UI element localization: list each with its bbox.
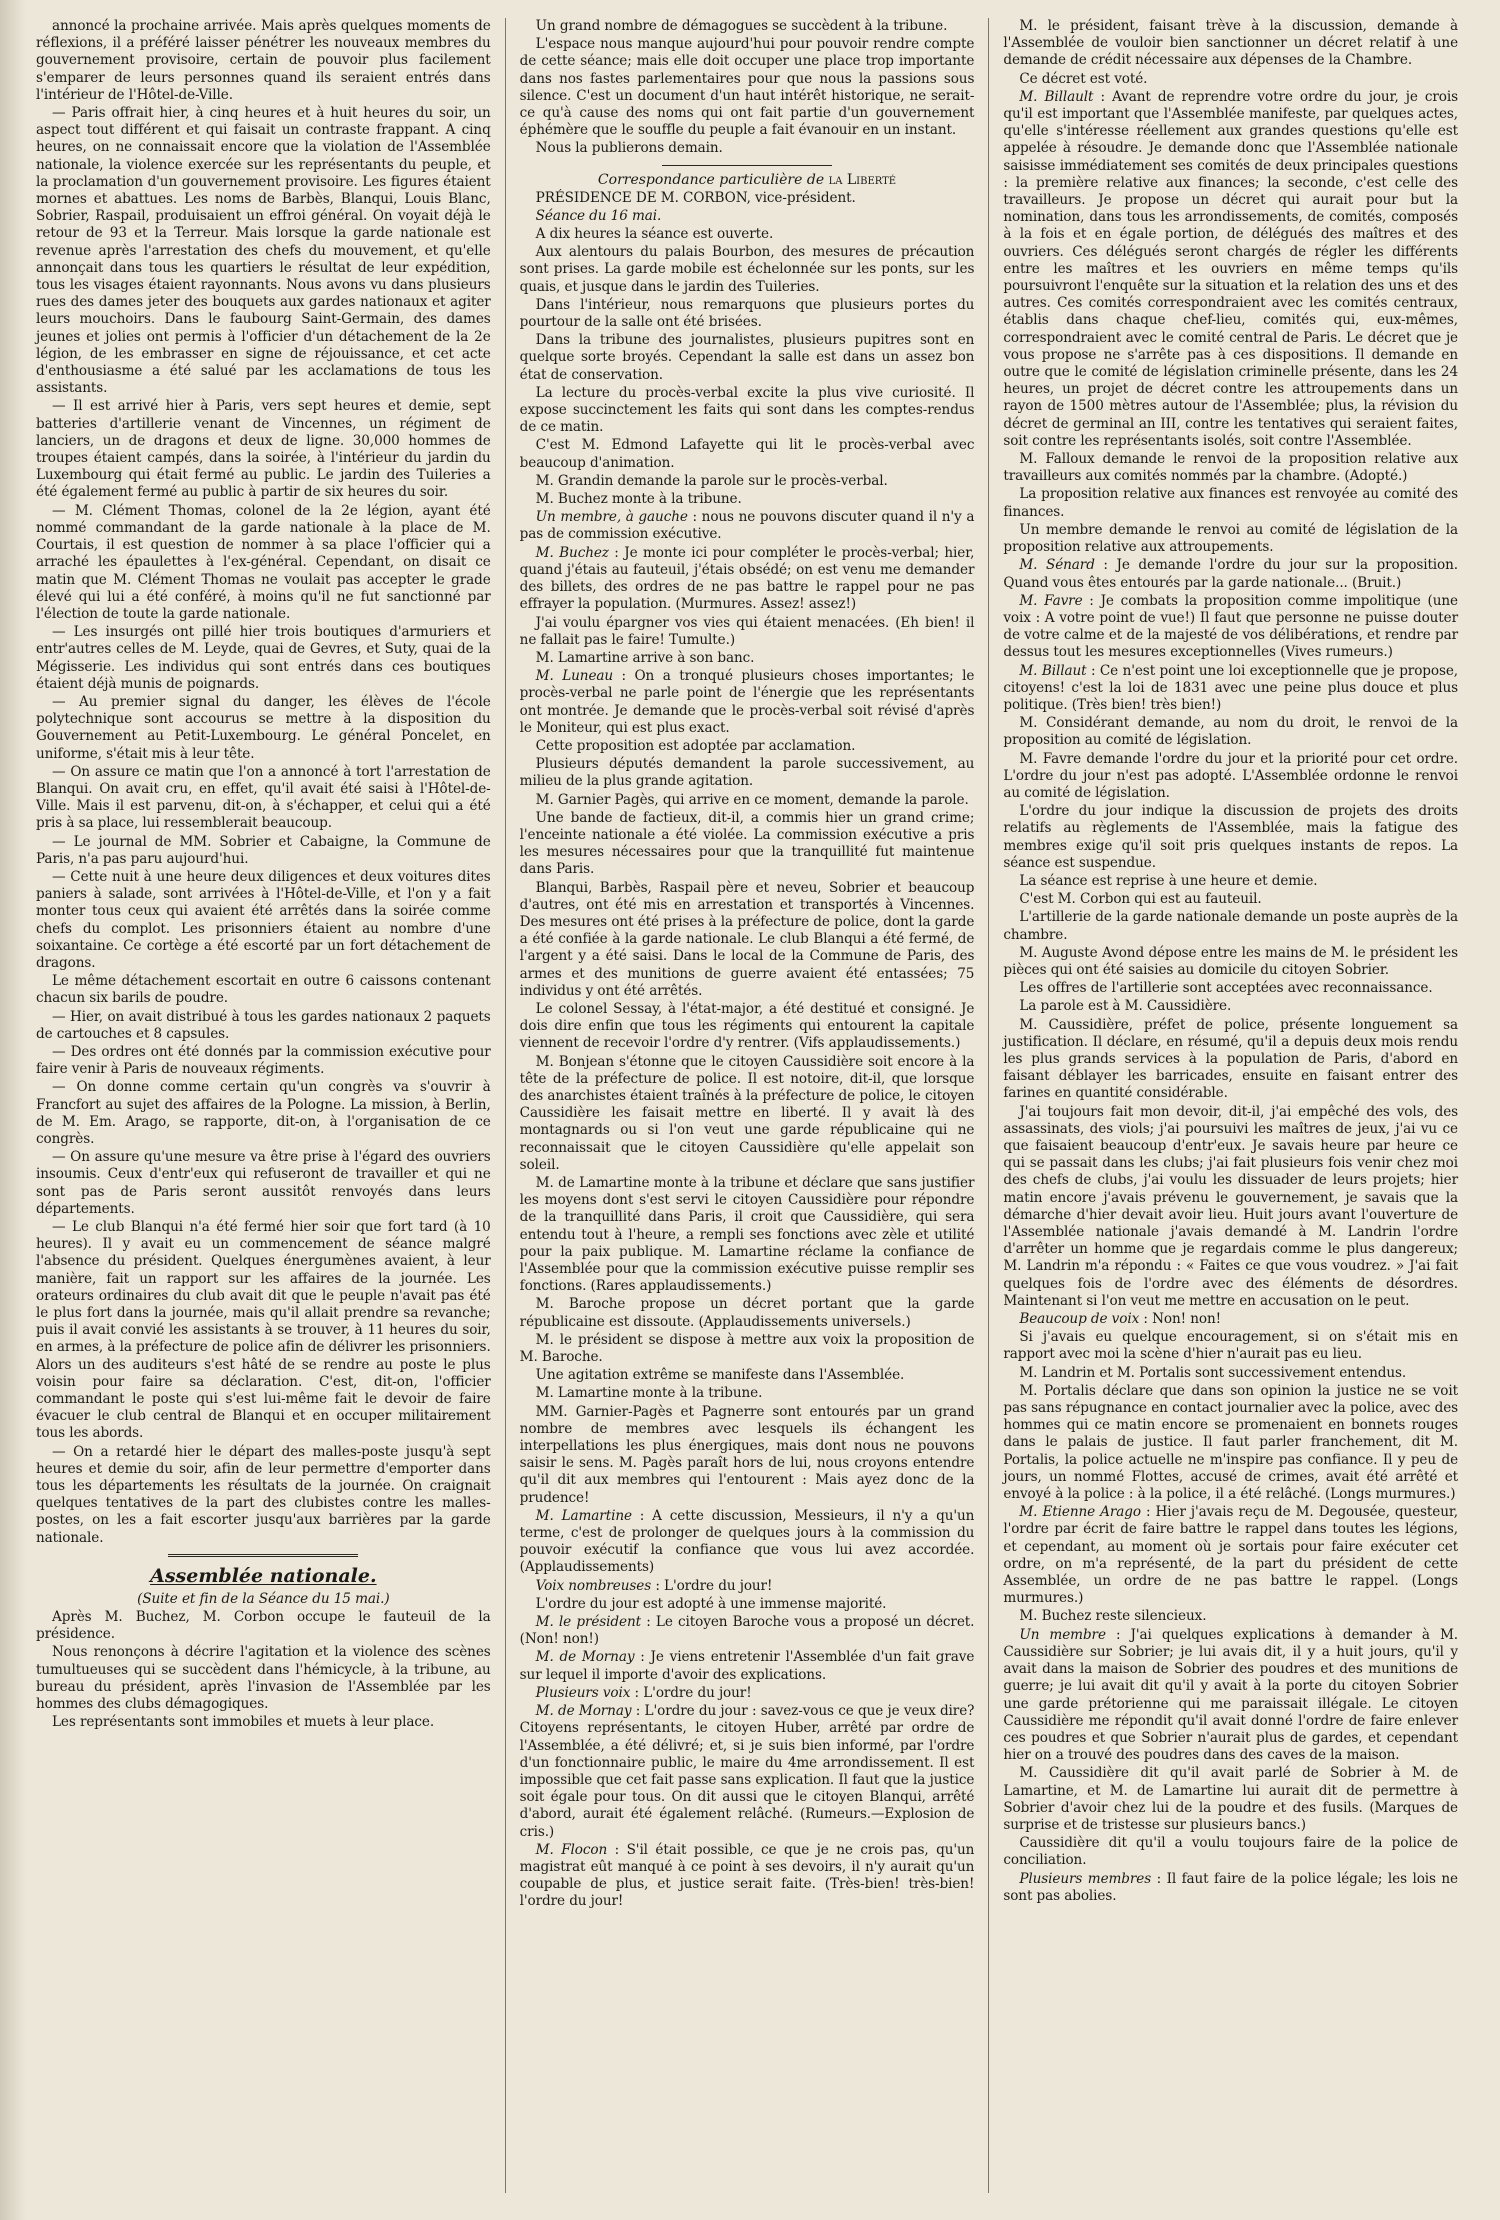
news-item: Le même détachement escortait en outre 6 caissons contenant chacun six barils de poudre.: [36, 973, 491, 1007]
debate-paragraph: M. Auguste Avond dépose entre les mains de M. le président les pièces qui ont été saisies au domicile du citoyen Sobrier.: [1003, 944, 1459, 978]
news-item: — Le club Blanqui n'a été fermé hier soir que fort tard (à 10 heures). Il y avait eu un commencement de séance malgré l'absence du président. Quelques énergumènes avaient, à leur manière, fait un rapport sur les affaires de la journée. Les orateurs ordinaires du club avait dit que le peuple n'avait pas été le plus fort dans la journée, mais qu'il allait prendre sa revanche; puis il avait convié les assistants à se trouver, à 11 heures du soir, en armes, à la préfecture de police afin de délivrer les prisonniers. Alors un des auditeurs s'est hâté de se rendre au poste le plus voisin pour faire sa déclaration. C'est, dit-on, l'officier commandant le poste qui s'est lui-même fait le devoir de faire évacuer le club central de Blanqui et en occuper militairement tous les abords.: [36, 1219, 491, 1442]
debate-paragraph: La séance est reprise à une heure et demie.: [1019, 872, 1318, 889]
correspondance-heading: [520, 172, 975, 188]
debate-paragraph: M. Falloux demande le renvoi de la proposition relative aux travailleurs aux comités nommés par la chambre. (Adopté.): [1003, 451, 1459, 485]
debate-paragraph: M. Landrin et M. Portalis sont successivement entendus.: [1019, 1364, 1407, 1381]
debate-paragraph: M. Lamartine arrive à son banc.: [535, 649, 755, 666]
column-2-intro: [520, 18, 975, 158]
correspondance-title: Correspondance particulière de: [597, 171, 825, 188]
debate-paragraph: M. de Mornay : L'ordre du jour : savez-vous ce que je veux dire? Citoyens représentants, le citoyen Huber, arrêté par ordre de l'Assemblée, a été délivré; et, si je suis bien informé, par l'ordre d'un fonctionnaire public, le maire du 4me arrondissement. Il est impossible que cet fait passe sans explication. Il faut que la justice soit égale pour tous. On dit aussi que le citoyen Blanqui, arrêté d'abord, aurait été également relâché. (Rumeurs.—Explosion de cris.): [519, 1703, 975, 1840]
debate-paragraph: Blanqui, Barbès, Raspail père et neveu, Sobrier et beaucoup d'autres, ont été mis en arrestation et transportés à Vincennes. Des mesures ont été prises à la préfecture de police, dont la garde a été confiée à la garde nationale. Le club Blanqui a été fermé, de l'argent y a été saisi. Dans le local de la Commune de Paris, des armes et des munitions de guerre avaient été entassées; 75 individus y ont été arrêtés.: [519, 879, 975, 999]
news-item: — Des ordres ont été donnés par la commission exécutive pour faire venir à Paris de nouveaux régiments.: [36, 1043, 491, 1078]
debate-paragraph: M. de Mornay : Je viens entretenir l'Assemblée d'un fait grave sur lequel il importe d'avoir des explications.: [519, 1649, 975, 1683]
debate-paragraph: M. Buchez monte à la tribune.: [535, 491, 742, 508]
speaker-name: M. Favre: [1019, 592, 1083, 609]
debate-paragraph: M. Buchez : Je monte ici pour compléter le procès-verbal; hier, quand j'étais au fauteuil, j'étais obsédé; on est venu me demander des billets, des ordres de ne pas battre le rappel pour ne pas effrayer la population. (Murmures. Assez! assez!): [519, 544, 975, 613]
debate-paragraph: M. Sénard : Je demande l'ordre du jour sur la proposition. Quand vous êtes entourés par la garde nationale... (Bruit.): [1003, 557, 1459, 591]
debate-paragraph: Plusieurs voix : L'ordre du jour!: [535, 1684, 752, 1701]
debate-paragraph: M. Luneau : On a tronqué plusieurs choses importantes; le procès-verbal ne parle point de l'énergie que les représentants ont montrée. Je demande que le procès-verbal soit révisé d'après le Moniteur, qui est plus exact.: [519, 668, 975, 736]
debate-paragraph: Une bande de factieux, dit-il, a commis hier un grand crime; l'enceinte nationale a été violée. La commission exécutive a pris les mesures nécessaires pour que la tranquillité fut maintenue dans Paris.: [519, 809, 975, 878]
news-item: — Au premier signal du danger, les élèves de l'école polytechnique sont accourus se mettre à la disposition du Gouvernement au Petit-Luxembourg. Le général Poncelet, en uniforme, s'était mis à leur tête.: [36, 693, 491, 762]
news-item: — M. Clément Thomas, colonel de la 2e légion, ayant été nommé commandant de la garde nationale à la place de M. Courtais, il est question de nommer à sa place l'officier qui a arraché les épaulettes à l'ex-général. Cependant, on disait ce matin que M. Clément Thomas ne voulait pas accepter le grade élevé qui lui a été conféré, à moins qu'il ne fut sanctionné par l'élection de toute la garde nationale.: [36, 502, 491, 622]
section-rule: [168, 1554, 358, 1557]
debate-paragraph: Un membre, à gauche : nous ne pouvons discuter quand il n'y a pas de commission exécutive.: [519, 509, 975, 543]
debate-paragraph: Dans l'intérieur, nous remarquons que plusieurs portes du pourtour de la salle ont été brisées.: [519, 296, 975, 331]
debate-paragraph: M. Lamartine : A cette discussion, Messieurs, il n'y a qu'un terme, c'est de prolonger de quelques jours à la commission du pouvoir exécutif la confiance que vous lui avez accordée. (Applaudissements): [519, 1507, 975, 1576]
news-item: — Cette nuit à une heure deux diligences et deux voitures dites paniers à salade, sont arrivées à l'Hôtel-de-Ville, et l'on y a fait monter tous ceux qui avaient été arrêtés dans la soirée comme chefs du complot. Les prisonniers étaient au nombre d'une soixantaine. Ce cortège a été escorté par un fort détachement de dragons.: [36, 868, 491, 971]
debate-paragraph: M. le président, faisant trève à la discussion, demande à l'Assemblée de vouloir bien sanctionner un décret relatif à une demande de crédit nécessaire aux dépenses de la Chambre.: [1003, 18, 1459, 69]
columns: [22, 18, 1472, 2193]
debate-paragraph: M. Caussidière dit qu'il avait parlé de Sobrier à M. de Lamartine, et M. de Lamartine lui aurait dit de permettre à Sobrier d'avoir chez lui de la poudre et des fusils. (Marques de surprise et de tristesse sur plusieurs bancs.): [1003, 1765, 1459, 1833]
separator-rule: [662, 165, 832, 166]
news-item: — On assure ce matin que l'on a annoncé à tort l'arrestation de Blanqui. On avait cru, en effet, qu'il avait été saisi à l'Hôtel-de-Ville. Mais il est parvenu, dit-on, à s'échapper, et celui qui a été pris à sa place, lui ressemblerait beaucoup.: [36, 763, 491, 832]
assemblee-paragraph: Nous renonçons à décrire l'agitation et la violence des scènes tumultueuses qui se succèdent dans l'hémicycle, à la tribune, au bureau du président, après l'invasion de l'Assemblée par les hommes des clubs démagogiques.: [36, 1644, 491, 1713]
news-item: — Le journal de MM. Sobrier et Cabaigne, la Commune de Paris, n'a pas paru aujourd'hui.: [36, 833, 491, 867]
debate-paragraph: C'est M. Edmond Lafayette qui lit le procès-verbal avec beaucoup d'animation.: [519, 437, 975, 471]
speaker-name: Beaucoup de voix: [1019, 1311, 1140, 1328]
speaker-name: M. Luneau: [535, 668, 614, 685]
news-item: — On a retardé hier le départ des malles-poste jusqu'à sept heures et demie du soir, afin de leur permettre d'emporter dans tous les départements les résultats de la journée. On craignait quelques tentatives de la part des clubistes contre les malles-postes, on les a fait escorter jusqu'aux barrières par la garde nationale.: [36, 1443, 491, 1546]
assemblee-subtitle: (Suite et fin de la Séance du 15 mai.): [137, 1590, 390, 1607]
debate-paragraph: Dans la tribune des journalistes, plusieurs pupitres sont en quelque sorte broyés. Cependant la salle est dans un assez bon état de conservation.: [519, 332, 975, 383]
speaker-name: Plusieurs voix: [535, 1684, 631, 1701]
debate-paragraph: J'ai toujours fait mon devoir, dit-il, j'ai empêché des vols, des assassinats, des viols; j'ai poursuivi les maîtres de jeux, j'ai vu ce que faisaient beaucoup d'entr'eux. Je savais heure par heure ce qui se passait dans les clubs; j'ai fait plusieurs fois venir chez moi des chefs de clubs, j'ai voulu les dissuader de leurs projets; hier matin encore j'avais prévenu le gouvernement, je savais que la démarche d'hier devait avoir lieu. Huit jours avant l'ouverture de l'Assemblée nationale j'avais demandé à M. Landrin l'ordre d'arrêter un homme que je regardais comme le plus dangereux; M. Landrin m'a répondu : « Faites ce que vous voudrez. » J'ai fait quelques fois de l'ordre avec des éléments de désordres. Maintenant si l'on veut me mettre en accusation on le peut.: [1003, 1103, 1459, 1309]
debate-paragraph: Beaucoup de voix : Non! non!: [1019, 1311, 1221, 1328]
debate-paragraph: Cette proposition est adoptée par acclamation.: [535, 737, 856, 754]
debate-paragraph: Plusieurs membres : Il faut faire de la police légale; les lois ne sont pas abolies.: [1003, 1870, 1459, 1904]
debate-paragraph: J'ai voulu épargner vos vies qui étaient menacées. (Eh bien! il ne fallait pas le faire! Tumulte.): [519, 614, 975, 648]
debate-paragraph: La lecture du procès-verbal excite la plus vive curiosité. Il expose succinctement les faits qui sont dans les comptes-rendus de ce matin.: [519, 384, 975, 436]
assemblee-paragraph: Après M. Buchez, M. Corbon occupe le fauteuil de la présidence.: [36, 1609, 491, 1643]
debate-paragraph: M. Buchez reste silencieux.: [1019, 1608, 1207, 1625]
assemblee-paragraph: Les représentants sont immobiles et muets à leur place.: [52, 1714, 435, 1731]
debate-paragraph: Caussidière dit qu'il a voulu toujours faire de la police de conciliation.: [1003, 1835, 1459, 1869]
debate-paragraph: L'ordre du jour indique la discussion de projets des droits relatifs au règlements de l'Assemblée, mais la fatigue des membres exige qu'il soit pris quelques instants de repos. La séance est suspendue.: [1003, 803, 1459, 871]
intro-paragraph: Nous la publierons demain.: [535, 140, 723, 157]
debate-paragraph: Ce décret est voté.: [1019, 70, 1148, 87]
speaker-name: M. Billault: [1019, 88, 1094, 105]
debate-paragraph: M. Bonjean s'étonne que le citoyen Caussidière soit encore à la tête de la préfecture de police. Il est notoire, dit-il, que lorsque des anarchistes étaient traînés à la préfecture de police, le citoyen Caussidière les faisait mettre en liberté. Il y avait là des montagnards ou si l'on veut une garde républicaine qui ne reconnaissait que le citoyen Caussidière qu'elle appelait son soleil.: [519, 1053, 975, 1173]
presidence-line: PRÉSIDENCE DE M. CORBON, vice-président.: [535, 189, 856, 206]
intro-paragraph: L'espace nous manque aujourd'hui pour pouvoir rendre compte de cette séance; mais elle doit occuper une place trop importante dans nos fastes parlementaires pour que nous la passions sous silence. C'est un document d'un haut intérêt historique, ne serait-ce qu'à cause des noms qui ont fait partie d'un gouvernement éphémère que le souffle du peuple a fait évanouir en un instant.: [519, 36, 975, 139]
debate-paragraph: M. Portalis déclare que dans son opinion la justice ne se voit pas sans répugnance en contact journalier avec la police, avec des hommes qui ce matin encore se promenaient en bonnets rouges dans le palais de justice. Il faut parler franchement, dit M. Portalis, la police actuelle ne m'inspire pas confiance. Il y peu de jours, un nommé Flottes, accusé de crimes, avait été arrêté et envoyé à la police : à la police, il a été relâché. (Longs murmures.): [1003, 1382, 1459, 1503]
debate-paragraph: M. Favre demande l'ordre du jour et la priorité pour cet ordre. L'ordre du jour n'est pas adopté. L'Assemblée ordonne le renvoi au comité de législation.: [1003, 750, 1459, 801]
column-2: [505, 18, 989, 2193]
news-item: — On assure qu'une mesure va être prise à l'égard des ouvriers insoumis. Ceux d'entr'eux qui refuseront de travailler et qui ne sont pas de Paris seront aussitôt renvoyés dans leurs départements.: [36, 1149, 491, 1217]
news-item: — Paris offrait hier, à cinq heures et à huit heures du soir, un aspect tout différent et qui faisait un contraste frappant. A cinq heures, on ne connaissait encore que la violation de l'Assemblée nationale, la violence exercée sur les représentants du peuple, et la proclamation d'un gouvernement provisoire. Les figures étaient mornes et abattues. Les noms de Barbès, Blanqui, Louis Blanc, Sobrier, Raspail, produisaient un effroi général. On voyait déjà le retour de 93 et la Terreur. Mais lorsque la garde nationale est revenue après l'arrestation des chefs du mouvement, et qu'elle annonçait dans tous les quartiers le résultat de leur expédition, tous les visages étaient rayonnants. Nous avons vu dans plusieurs rues des dames jeter des bouquets aux gardes nationaux et agiter leurs mouchoirs. Dans le faubourg Saint-Germain, des dames jeunes et jolies ont permis à l'officier d'un détachement de la 2e légion, de les embrasser en signe de réjouissance, et cet acte d'enthousiasme a été salué par les acclamations de tous les assistants.: [36, 105, 491, 397]
debate-paragraph: Plusieurs députés demandent la parole successivement, au milieu de la plus grande agitation.: [519, 756, 975, 790]
speaker-name: M. Flocon: [535, 1841, 608, 1858]
paper-name: la Liberté: [828, 171, 897, 188]
debate-paragraph: L'ordre du jour est adopté à une immense majorité.: [535, 1595, 887, 1612]
assemblee-heading: Assemblée nationale.: [150, 1564, 377, 1587]
debate-paragraph: M. Grandin demande la parole sur le procès-verbal.: [535, 472, 888, 489]
debate-paragraph: MM. Garnier-Pagès et Pagnerre sont entourés par un grand nombre de membres avec lesquels ils échangent les interpellations les plus énergiques, mais dont nous ne pouvons saisir le sens. M. Pagès paraît hors de lui, nous croyons entendre qu'il dit aux membres qui l'entourent : Mais ayez donc de la prudence!: [519, 1403, 975, 1506]
column-3: [988, 18, 1472, 2193]
debate-paragraph: M. Considérant demande, au nom du droit, le renvoi de la proposition au comité de législation.: [1003, 715, 1459, 749]
debate-paragraph: M. Baroche propose un décret portant que la garde républicaine est dissoute. (Applaudissements universels.): [519, 1296, 975, 1330]
speaker-name: M. Billaut: [1019, 662, 1087, 679]
debate-paragraph: M. Billaut : Ce n'est point une loi exceptionnelle que je propose, citoyens! c'est la loi de 1831 avec une peine plus douce et plus politique. (Très bien! très bien!): [1003, 662, 1459, 713]
debate-paragraph: M. Garnier Pagès, qui arrive en ce moment, demande la parole.: [535, 791, 969, 808]
debate-paragraph: M. le président se dispose à mettre aux voix la proposition de M. Baroche.: [519, 1331, 975, 1366]
debate-paragraph: M. Lamartine monte à la tribune.: [535, 1385, 763, 1402]
speaker-name: Plusieurs membres: [1019, 1870, 1152, 1887]
debate-paragraph: M. de Lamartine monte à la tribune et déclare que sans justifier les moyens dont s'est servi le citoyen Caussidière pour répondre de la tranquillité dans Paris, il croit que Caussidière, qui sera entendu tout à l'heure, a rempli ses fonctions avec zèle et utilité pour la paix publique. M. Lamartine réclame la confiance de l'Assemblée pour que la commission exécutive puisse remplir ses fonctions. (Rares applaudissements.): [519, 1175, 975, 1295]
debate-paragraph: M. le président : Le citoyen Baroche vous a proposé un décret. (Non! non!): [519, 1614, 975, 1648]
speaker-name: M. le président: [535, 1614, 641, 1631]
column-2-body: [520, 226, 975, 1911]
speaker-name: M. Sénard: [1019, 557, 1095, 574]
news-item: — Hier, on avait distribué à tous les gardes nationaux 2 paquets de cartouches et 8 capsules.: [36, 1008, 491, 1042]
debate-paragraph: M. Billault : Avant de reprendre votre ordre du jour, je crois qu'il est important que l'Assemblée manifeste, par quelques actes, qu'elle s'intéresse réellement aux grandes questions qu'elle est appelée à résoudre. Je demande donc que l'Assemblée nationale saisisse immédiatement ses comités de deux principales questions : la première relative aux finances; la seconde, c'est celle des travailleurs. Je propose un décret qui aurait pour but la nomination, dans tous les arrondissements, de comités, composés à la fois et en égale portion, de délégués des maîtres et des ouvriers. Ces délégués seront chargés de régler les différents entre les maîtres et les ouvriers en même temps qu'ils poursuivront l'enquête sur la situation et la relation des uns et des autres. Ces comités correspondraient avec les comités centraux, établis dans chaque chef-lieu, comités qui, eux-mêmes, correspondraient avec le comité central de Paris. Le décret que je vous propose ne s'arrête pas à ces dispositions. Il demande en outre que le comité de législation criminelle présente, dans les 24 heures, un projet de décret contre les attroupements dans un rayon de 1500 mètres autour de l'Assemblée; plus, la révision du décret de germinal an III, contre les tentatives qui seraient faites, soit contre les représentants isolés, soit contre l'Assemblée.: [1003, 88, 1459, 449]
speaker-name: M. de Mornay: [535, 1703, 632, 1720]
speaker-name: M. Lamartine: [535, 1507, 632, 1524]
speaker-name: Voix nombreuses: [535, 1577, 652, 1594]
debate-paragraph: Le colonel Sessay, à l'état-major, a été destitué et consigné. Je dois dire enfin que tous les régiments qui entourent la capitale viennent de recevoir l'ordre d'y rentrer. (Vifs applaudissements.): [519, 1000, 975, 1052]
speaker-name: M. Etienne Arago: [1019, 1504, 1141, 1521]
debate-paragraph: La parole est à M. Caussidière.: [1019, 998, 1232, 1015]
news-item: — On donne comme certain qu'un congrès va s'ouvrir à Francfort au sujet des affaires de la Pologne. La mission, à Berlin, de M. Em. Arago, se rapporte, dit-on, à l'organisation de ce congrès.: [36, 1079, 491, 1147]
speaker-name: Un membre, à gauche: [535, 509, 688, 526]
debate-paragraph: L'artillerie de la garde nationale demande un poste auprès de la chambre.: [1003, 909, 1459, 943]
debate-paragraph: Un membre : J'ai quelques explications à demander à M. Caussidière sur Sobrier; je lui avais dit, il y a huit jours, qu'il y avait dans la maison de Sobrier des poudres et des munitions de guerre; je lui avait dit qu'il y avait à la porte du citoyen Sobrier une garde prétorienne qui me paraissait illégale. Le citoyen Caussidière me répondit qu'il avait donné l'ordre de faire enlever ces poudres et que Sobrier n'aurait plus de gardes, et cependant hier on a trouvé des poudres dans des caves de la maison.: [1003, 1626, 1459, 1764]
debate-paragraph: C'est M. Corbon qui est au fauteuil.: [1019, 891, 1262, 908]
debate-paragraph: Voix nombreuses : L'ordre du jour!: [535, 1577, 773, 1594]
debate-paragraph: Si j'avais eu quelque encouragement, si on s'était mis en rapport avec moi la scène d'hier n'aurait pas eu lieu.: [1003, 1329, 1459, 1363]
speaker-name: M. Buchez: [535, 544, 609, 561]
debate-paragraph: La proposition relative aux finances est renvoyée au comité des finances.: [1003, 486, 1459, 520]
news-item: annoncé la prochaine arrivée. Mais après quelques moments de réflexions, il a préféré laisser pénétrer les nouveaux membres du gouvernement provisoire, certain de pouvoir plus facilement s'emparer de leurs personnes quand ils seraient entrés dans l'intérieur de l'Hôtel-de-Ville.: [36, 18, 491, 103]
news-item: — Les insurgés ont pillé hier trois boutiques d'armuriers et entr'autres celles de M. Leyde, quai de Gevres, et Suty, quai de la Mégisserie. Les individus qui sont entrés dans ces boutiques étaient déjà munis de poignards.: [36, 624, 491, 692]
speaker-name: Un membre: [1019, 1626, 1106, 1643]
debate-paragraph: M. Favre : Je combats la proposition comme impolitique (une voix : A votre point de vue!) Il faut que personne ne puisse douter de votre calme et de la majesté de vos délibérations, et rendre par dessus tout les mesures exceptionnelles (Vives rumeurs.): [1003, 592, 1459, 661]
debate-paragraph: Aux alentours du palais Bourbon, des mesures de précaution sont prises. La garde mobile est échelonnée sur les ponts, sur les quais, et jusque dans le jardin des Tuileries.: [519, 244, 975, 295]
news-item: — Il est arrivé hier à Paris, vers sept heures et demie, sept batteries d'artillerie venant de Vincennes, un régiment de lanciers, un de dragons et deux de ligne. 30,000 hommes de troupes étaient campés, dans la soirée, à l'intérieur du jardin du Luxembourg qui était fermé au public. Le jardin des Tuileries a été également fermé au public à partir de six heures du soir.: [36, 398, 491, 501]
seance-date: Séance du 16 mai.: [535, 207, 662, 224]
debate-paragraph: M. Flocon : S'il était possible, ce que je ne crois pas, qu'un magistrat eût manqué à ce point à ses devoirs, il n'y aurait qu'un coupable de plus, et justice serait faite. (Très-bien! très-bien! l'ordre du jour!: [519, 1841, 975, 1910]
debate-paragraph: Les offres de l'artillerie sont acceptées avec reconnaissance.: [1019, 980, 1433, 997]
intro-paragraph: Un grand nombre de démagogues se succèdent à la tribune.: [535, 18, 948, 34]
debate-paragraph: Une agitation extrême se manifeste dans l'Assemblée.: [535, 1367, 905, 1384]
debate-paragraph: A dix heures la séance est ouverte.: [535, 226, 774, 243]
debate-paragraph: M. Caussidière, préfet de police, présente longuement sa justification. Il déclare, en résumé, qu'il a depuis deux mois rendu les plus grands services à la population de Paris, d'abord en faisant déblayer les barricades, ensuite en faisant entrer des farines en quantité considérable.: [1003, 1016, 1459, 1102]
debate-paragraph: Un membre demande le renvoi au comité de législation de la proposition relative aux attroupements.: [1003, 521, 1459, 556]
debate-paragraph: M. Etienne Arago : Hier j'avais reçu de M. Degousée, questeur, l'ordre par écrit de faire battre le rappel dans toutes les légions, et cependant, au moment où je sortais pour faire exécuter cet ordre, on m'a représenté, de la part du président de cette Assemblée, un ordre de ne pas battre le rappel. (Longs murmures.): [1003, 1504, 1459, 1607]
column-1: [22, 18, 505, 2193]
speaker-name: M. de Mornay: [535, 1649, 635, 1666]
